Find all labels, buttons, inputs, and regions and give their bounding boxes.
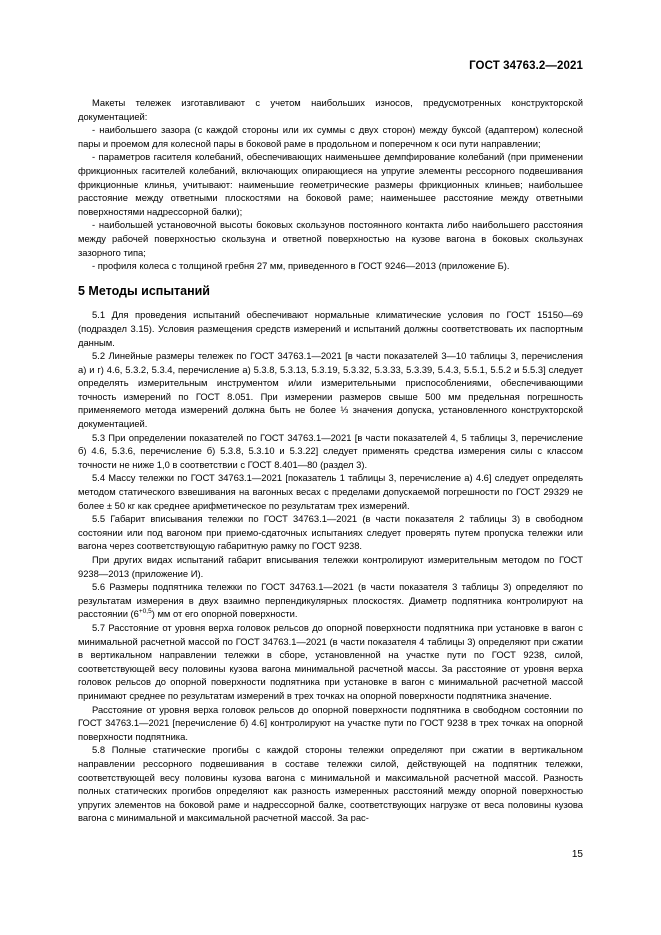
clause-5-6-text-end: ) мм от его опорной поверхности. <box>151 608 298 620</box>
clause-5-3: 5.3 При определении показателей по ГОСТ 34763.1—2021 [в части показателей 4, 5 таблицы 3, перечисление б) 4.6, 5.3.6, перечисление б) 5.3.8, 5.3.10 и 5.3.22] следует применять средства измерения силы с классом точности не ниже 1,0 в соответствии с ГОСТ 8.401—80 (раздел 3). <box>78 431 583 470</box>
intro-list-item: - параметров гасителя колебаний, обеспечивающих наименьшее демпфирование колебаний (при применении фрикционных гасителей колебаний, включающих опирающиеся на упругие элементы рессорного подвешивания фрикционные клинья, учитывают: наименьшие геометрические размеры фрикционных клиньев; наибольшее расстояние между ответными плоскостями на боковой раме; наименьшее расстояние между ответными поверхностями надрессорной балки); <box>78 151 583 217</box>
clause-5-2: 5.2 Линейные размеры тележек по ГОСТ 34763.1—2021 [в части показателей 3—10 таблицы 3, перечисления а) и г) 4.6, 5.3.2, 5.3.4, перечисление а) 5.3.8, 5.3.13, 5.3.19, 5.3.32, 5.3.33, 5.3.39, 5.4.3, 5.5.1, 5.5.2 и 5.5.3] следует определять измерительным инструментом и/или измерительными приспособлениями, обеспечивающими точность измерений по ГОСТ 8.051. При измерении размеров свыше 500 мм предельная погрешность применяемого метода измерений должна быть не более ⅓ значения допуска, установленного конструкторской документацией. <box>78 350 583 430</box>
clause-5-5-continued: При других видах испытаний габарит вписывания тележки контролируют измерительным методом по ГОСТ 9238—2013 (приложение И). <box>78 554 583 579</box>
intro-paragraph: Макеты тележек изготавливают с учетом наибольших износов, предусмотренных конструкторской документацией: <box>78 97 583 122</box>
clause-5-6-text: 5.6 Размеры подпятника тележки по ГОСТ 34763.1—2021 (в части показателя 3 таблицы 3) определяют по результатам измерения в двух взаимно перпендикулярных плоскостях. Диаметр подпятника контролируют на расстоянии (6 <box>78 581 583 620</box>
clause-5-7-continued: Расстояние от уровня верха головок рельсов до опорной поверхности подпятника в свободном состоянии по ГОСТ 34763.1—2021 [перечисление б) 4.6] контролируют на участке пути по ГОСТ 9238 в трех точках на опорной поверхности подпятника. <box>78 703 583 742</box>
section-heading: 5 Методы испытаний <box>78 283 210 298</box>
clause-5-1: 5.1 Для проведения испытаний обеспечивают нормальные климатические условия по ГОСТ 15150—69 (подраздел 3.15). Условия размещения средств измерений и испытаний должны соответствовать их паспортным данным. <box>78 309 583 348</box>
page-body <box>78 96 583 825</box>
page-number: 15 <box>571 849 583 860</box>
tolerance-superscript: +0,5 <box>138 608 152 616</box>
intro-list-item: - наибольшего зазора (с каждой стороны или их суммы с двух сторон) между буксой (адаптером) колесной пары и проемом для колесной пары в боковой раме в продольном и поперечном к оси пути направлении; <box>78 124 583 149</box>
clause-5-4: 5.4 Массу тележки по ГОСТ 34763.1—2021 [показатель 1 таблицы 3, перечисление а) 4.6] следует определять методом статического взвешивания на вагонных весах с пределами допускаемой погрешности по ГОСТ 29329 не более ± 50 кг как среднее арифметическое по результатам трех измерений. <box>78 472 583 511</box>
clause-5-5: 5.5 Габарит вписывания тележки по ГОСТ 34763.1—2021 (в части показателя 2 таблицы 3) в свободном состоянии или под вагоном при приемо-сдаточных испытаниях следует проверять путем пропуска тележки или вагона через соответствующую габаритную рамку по ГОСТ 9238. <box>78 513 583 552</box>
intro-list-item: - наибольшей установочной высоты боковых скользунов постоянного контакта либо наибольшего расстояния между рабочей поверхностью скользуна и ответной поверхностью на кузове вагона в боковых скользунах зазорного типа; <box>78 219 583 258</box>
clause-5-8: 5.8 Полные статические прогибы с каждой стороны тележки определяют при сжатии в вертикальном направлении рессорного подвешивания в составе тележки силой, действующей на подпятник тележки, соответствующей весу половины кузова вагона с минимальной и максимальной расчетной массой. Разность полных статических прогибов определяют как разность измеренных расстояний между опорной поверхностью упругих элементов на боковой раме и надрессорной балке, соответствующих нагрузке от веса половины кузова вагона с минимальной и максимальной расчетной массой. За рас- <box>78 744 583 824</box>
document-header: ГОСТ 34763.2—2021 <box>469 60 583 72</box>
clause-5-6 <box>78 580 583 621</box>
intro-list-item: - профиля колеса с толщиной гребня 27 мм, приведенного в ГОСТ 9246—2013 (приложение Б). <box>92 260 510 272</box>
clause-5-7: 5.7 Расстояние от уровня верха головок рельсов до опорной поверхности подпятника при установке в вагон с минимальной расчетной массой по ГОСТ 34763.1—2021 (в части показателя 4 таблицы 3) определяют при сжатии в вертикальном направлении тележки в сборе, установленной на участке пути по ГОСТ 9238, силой, соответствующей весу половины кузова вагона минимальной расчетной массы. За расстояние от уровня верха головок рельсов до опорной поверхности подпятника при установке в вагон с минимальной расчетной массой принимают среднее по результатам измерений в трех точках на опорной поверхности подпятника значение. <box>78 621 583 701</box>
